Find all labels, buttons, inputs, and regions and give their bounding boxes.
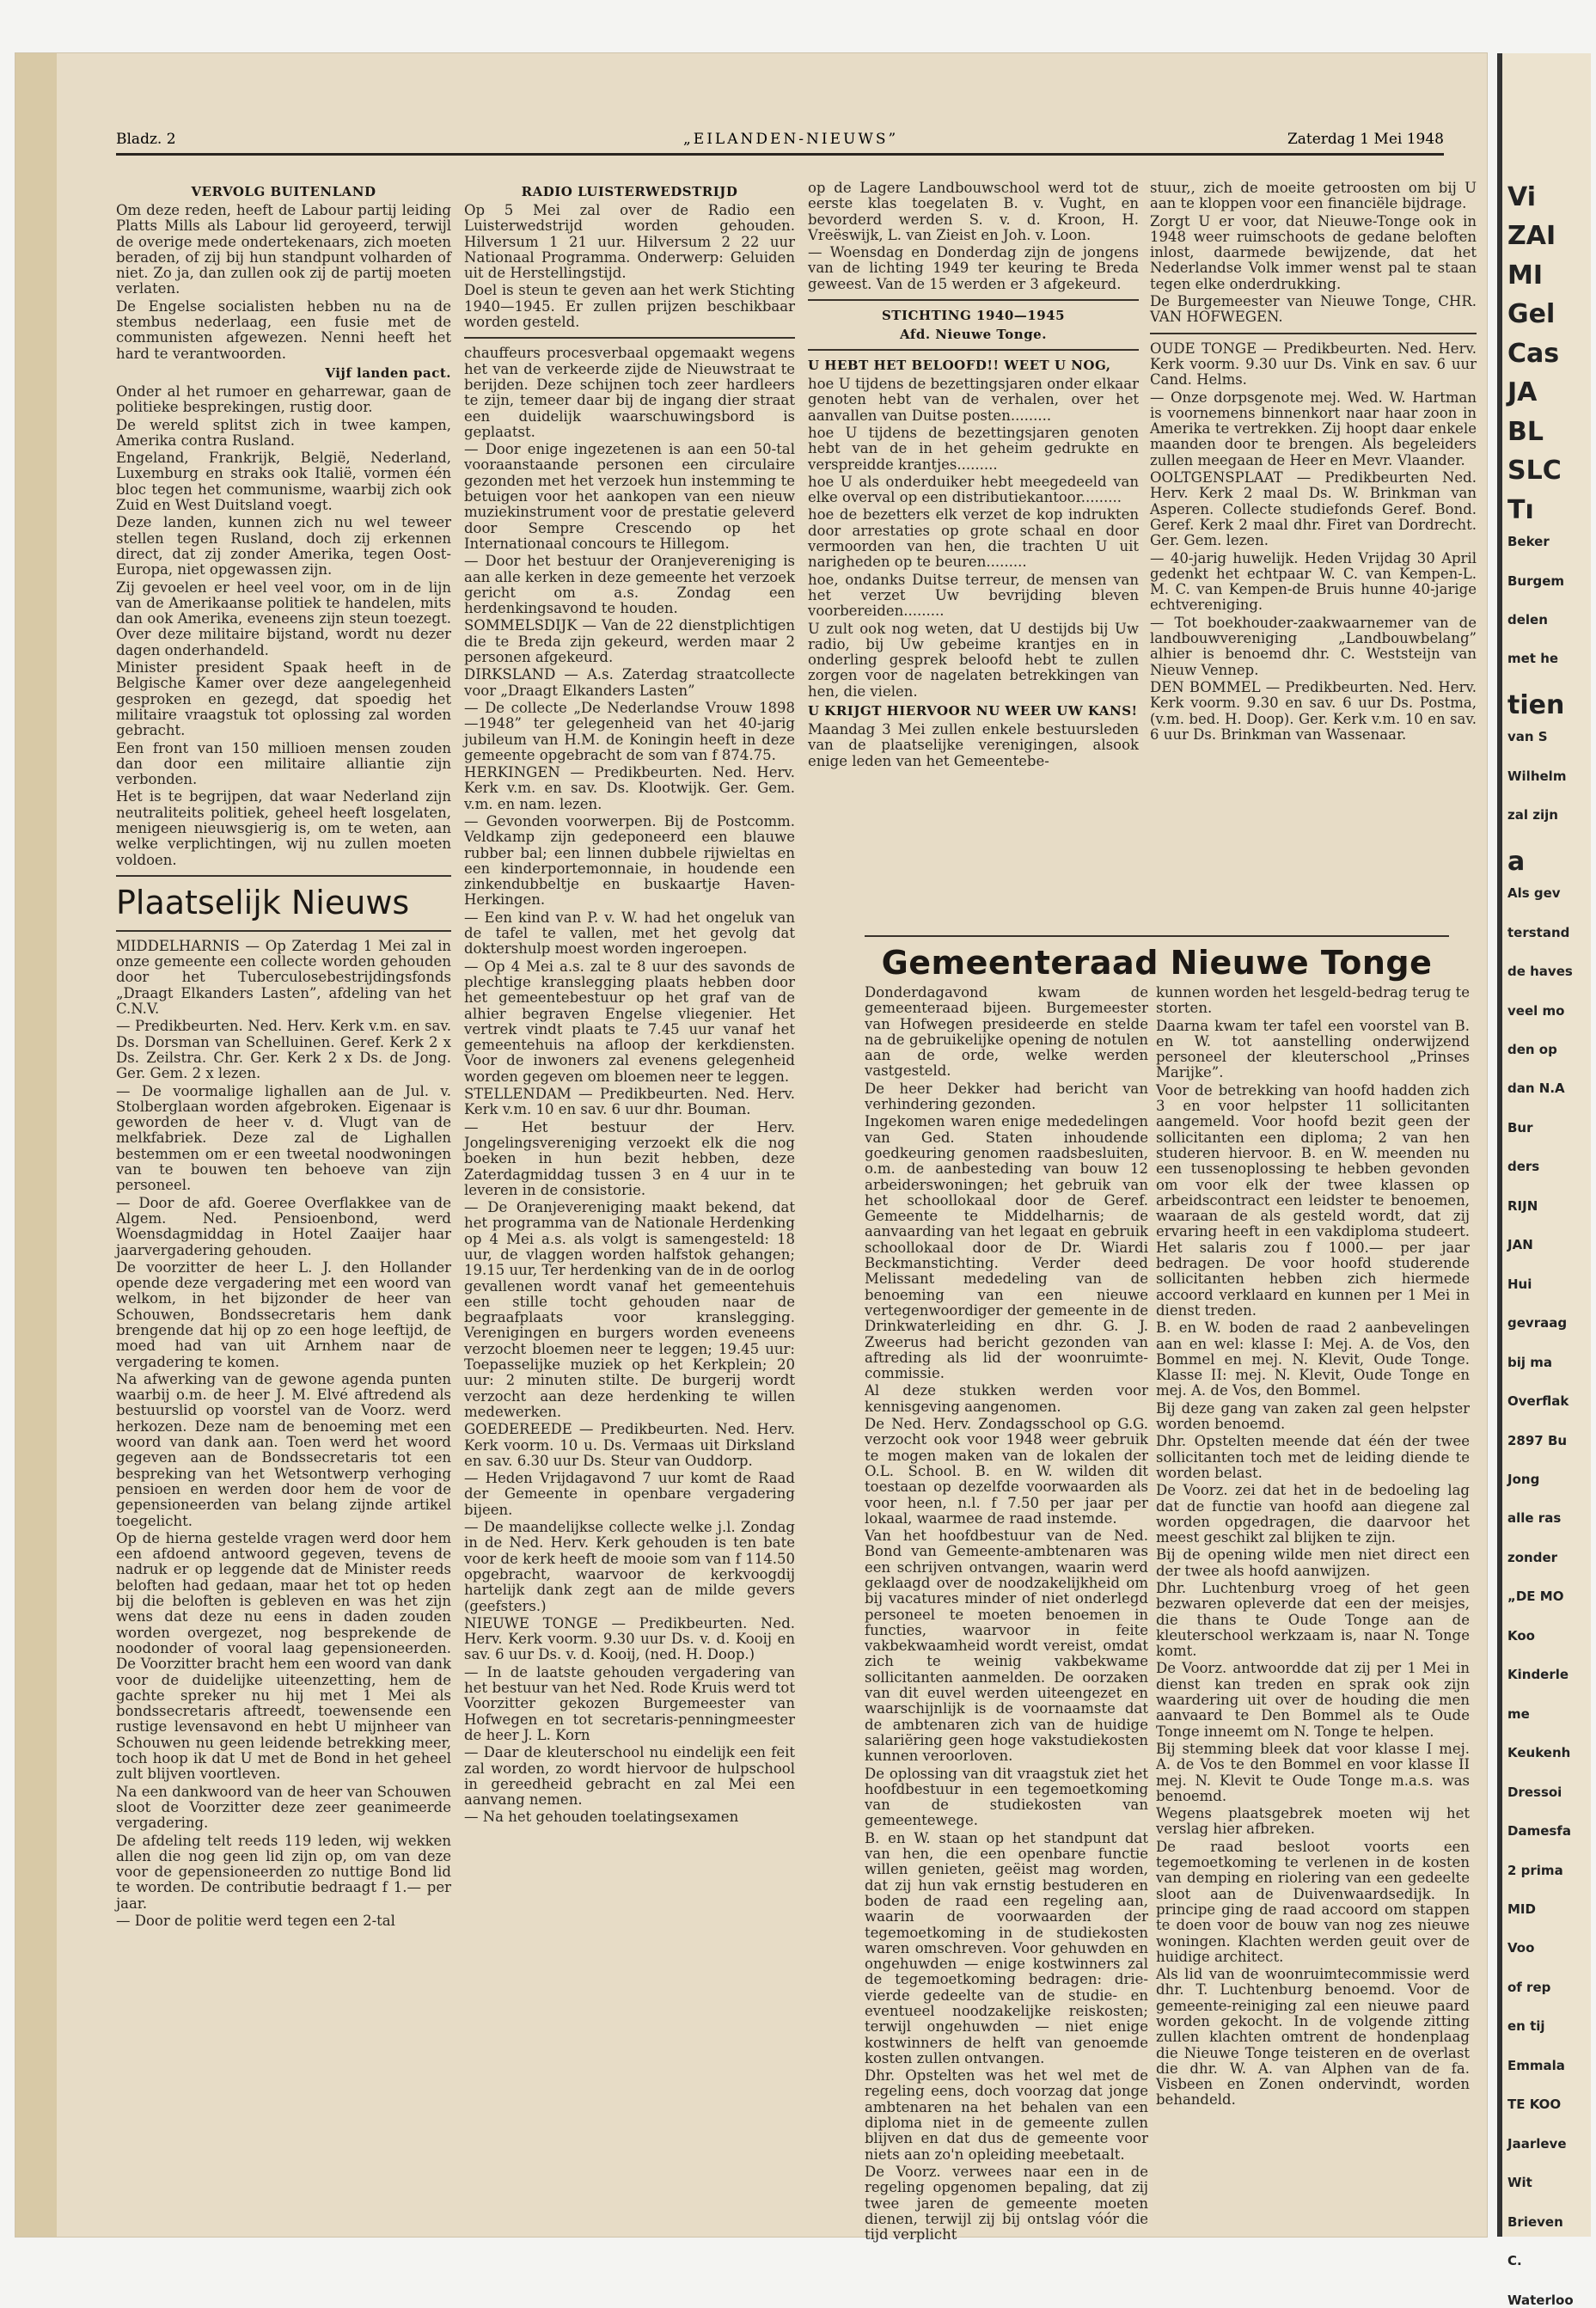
adjacent-page-fragment-text: Vi: [1507, 182, 1536, 212]
adjacent-page-fragment-text: Jaarleve: [1507, 2135, 1567, 2152]
subheading-vijf-landen-pact: Vijf landen pact.: [325, 364, 451, 381]
divider: [464, 337, 795, 339]
paragraph: Na afwerking van de gewone agenda punten waarbij o.m. de heer J. M. Elvé aftredend als bestuurslid op voorstel van de Voorz. werd herkozen. Deze nam de benoeming met een woord van dank aan. Toen werd het woord gegeven aan de Bondssecretaris tot een bespreking van het Wetsontwerp verhoging pensioen en werden door hem de voor de gepensioneerden van belang zijnde artikel toegelicht.: [116, 1370, 451, 1529]
running-header: [116, 129, 1444, 156]
subheading-afdeling: Afd. Nieuwe Tonge.: [900, 327, 1047, 343]
issue-date: Zaterdag 1 Mei 1948: [1287, 131, 1444, 148]
adjacent-page-fragment-text: Voo: [1507, 1940, 1535, 1956]
adjacent-page-fragment-text: MID: [1507, 1901, 1536, 1917]
paragraph: — Na het gehouden toelatingsexamen: [464, 1809, 739, 1826]
paragraph: Engeland, Frankrijk, België, Nederland, Luxemburg en straks ook Italië, vormen één bloc tegen het communisme, waarbij zich ook Zuid en West Duitsland voegt.: [116, 450, 451, 514]
paragraph: U zult ook nog weten, dat U destijds bij Uw radio, bij Uw gebeime krantjes en in onderling gesprek beloofd hebt te zullen zorgen voor de nagelaten betrekkingen van hen, die vielen.: [808, 620, 1139, 700]
adjacent-page-fragment-text: delen: [1507, 612, 1548, 628]
adjacent-page-fragment: [1497, 53, 1591, 2308]
adjacent-page-fragment-text: Koo: [1507, 1627, 1535, 1644]
adjacent-page-fragment-text: Kinderle: [1507, 1667, 1569, 1683]
paragraph: Het is te begrijpen, dat waar Nederland zijn neutraliteits politiek, geheel heeft losgelaten, menigeen nieuwsgierig is, om te weten, aan welke verplichtingen, wij nu zullen moeten voldoen.: [116, 788, 451, 868]
paragraph: Na een dankwoord van de heer van Schouwen sloot de Voorzitter deze zeer geanimeerde vergadering.: [116, 1783, 451, 1832]
column-4: [1150, 181, 1477, 920]
paragraph: Bij stemming bleek dat voor klasse I mej. A. de Vos te den Bommel en voor klasse II mej. N. Klevit te Oude Tonge m.a.s. was benoemd.: [1156, 1740, 1470, 1804]
adjacent-page-fragment-text: BL: [1507, 416, 1544, 447]
adjacent-page-fragment-text: a: [1507, 846, 1526, 877]
paragraph: De voorzitter de heer L. J. den Hollander opende deze vergadering met een woord van welkom, in het bijzonder de heer van Schouwen, Bondssecretaris hem dank brengende dat hij op zo een hoge leeftijd, de moed had van uit Arnhem naar de vergadering te komen.: [116, 1258, 451, 1370]
gemeenteraad-masthead: [865, 935, 1449, 982]
adjacent-page-fragment-text: me: [1507, 1705, 1530, 1722]
paragraph: kunnen worden het lesgeld-bedrag terug te storten.: [1156, 984, 1470, 1017]
adjacent-page-fragment-text: Emmala: [1507, 2057, 1565, 2073]
adjacent-page-fragment-text: RIJN: [1507, 1197, 1538, 1214]
paragraph: Daarna kwam ter tafel een voorstel van B. en W. tot aanstelling onderwijzend personeel der kleuterschool „Prinses Marijke”.: [1156, 1017, 1470, 1081]
adjacent-page-fragment-text: veel mo: [1507, 1002, 1565, 1019]
paragraph: Zij gevoelen er heel veel voor, om in de lijn van de Amerikaanse politiek te handelen, mits dan ook Amerika, eveneens zijn steun toezegt. Over deze militaire bijstand, wordt nu dezer dagen onderhandeld.: [116, 579, 451, 658]
divider: [116, 875, 451, 877]
paragraph: stuur,, zich de moeite getroosten om bij U aan te kloppen voor een financiële bijdrage.: [1150, 180, 1477, 212]
gemeenteraad-title: Gemeenteraad Nieuwe Tonge: [881, 944, 1433, 982]
paragraph: — Woensdag en Donderdag zijn de jongens van de lichting 1949 ter keuring te Breda geweest. Van de 15 werden er 3 afgekeurd.: [808, 244, 1139, 292]
paragraph: Onder al het rumoer en geharrewar, gaan de politieke besprekingen, rustig door.: [116, 383, 451, 416]
paragraph: Om deze reden, heeft de Labour partij leiding Platts Mills als Labour lid geroyeerd, terwijl de overige mede ondertekenaars, zich moeten beraden, of zij bij hun standpunt volharden of niet. Zo ja, dan zullen ook zij de partij moeten verlaten.: [116, 202, 451, 297]
paragraph: Dhr. Opstelten meende dat één der twee sollicitanten toch met de leiding diende te worden belast.: [1156, 1433, 1470, 1481]
paragraph: — Door enige ingezetenen is aan een 50-tal vooraanstaande personen een circulaire gezonden met het verzoek hun instemming te betuigen voor het aankopen van een nieuw muziekinstrument voor de prestatie geleverd door Sempre Crescendo op het Internationaal concours te Hillegom.: [464, 441, 795, 552]
paragraph: Maandag 3 Mei zullen enkele bestuursleden van de plaatselijke verenigingen, alsook enige leden van het Gemeentebe-: [808, 721, 1139, 769]
paragraph: Al deze stukken werden voor kennisgeving aangenomen.: [865, 1382, 1148, 1415]
paragraph: SOMMELSDIJK — Van de 22 dienstplichtigen die te Breda zijn gekeurd, werden maar 2 personen afgekeurd.: [464, 617, 795, 666]
adjacent-page-fragment-text: JA: [1507, 377, 1538, 408]
paragraph: De wereld splitst zich in twee kampen, Amerika contra Rusland.: [116, 416, 451, 449]
paragraph: — Door de afd. Goeree Overflakkee van de Algem. Ned. Pensioenbond, werd Woensdagmiddag in Hotel Zaaijer haar jaarvergadering gehouden.: [116, 1194, 451, 1258]
paragraph: GOEDEREEDE — Predikbeurten. Ned. Herv. Kerk voorm. 10 u. Ds. Vermaas uit Dirksland en sav. 6.30 uur Ds. Steur van Ouddorp.: [464, 1421, 795, 1469]
paragraph: De Burgemeester van Nieuwe Tonge, CHR. VAN HOFWEGEN.: [1150, 293, 1477, 326]
paragraph: NIEUWE TONGE — Predikbeurten. Ned. Herv. Kerk voorm. 9.30 uur Ds. v. d. Kooij en sav. 6 uur Ds. v. d. Kooij, (ned. H. Doop.): [464, 1614, 795, 1663]
adjacent-page-fragment-text: den op: [1507, 1042, 1557, 1057]
paragraph: — De collecte „De Nederlandse Vrouw 1898—1948” ter gelegenheid van het 40-jarig jubileum van H.M. de Koningin heeft in deze gemeente opgebracht de som van f 874.75.: [464, 699, 795, 763]
heading-kans: U KRIJGT HIERVOOR NU WEER UW KANS!: [808, 703, 1138, 719]
adjacent-page-fragment-text: met he: [1507, 651, 1559, 667]
adjacent-page-fragment-text: 2897 Bu: [1507, 1432, 1568, 1448]
paragraph: HERKINGEN — Predikbeurten. Ned. Herv. Kerk v.m. en sav. Ds. Klootwijk. Ger. Gem. v.m. en nam. lezen.: [464, 764, 795, 812]
paragraph: Doel is steun te geven aan het werk Stichting 1940—1945. Er zullen prijzen beschikbaar worden gesteld.: [464, 282, 795, 331]
paragraph: B. en W. boden de raad 2 aanbevelingen aan en wel: klasse I: Mej. A. de Vos, den Bommel en mej. N. Klevit, Oude Tonge. Klasse II: mej. N. Klevit, Oude Tonge en mej. A. de Vos, den Bommel.: [1156, 1319, 1470, 1399]
divider: [808, 349, 1139, 351]
paragraph: De afdeling telt reeds 119 leden, wij wekken allen die nog geen lid zijn op, om van deze voor de gepensioneerden zo nuttige Bond lid te worden. De contributie bedraagt f 1.— per jaar.: [116, 1832, 451, 1912]
paragraph: De raad besloot voorts een tegemoetkoming te verlenen in de kosten van demping en riolering van een gedeelte sloot aan de Duivenwaardsedijk. In principe ging de raad accoord om stappen te doen voor de bouw van nog zes nieuwe woningen. Klachten werden geuit over de huidige architect.: [1156, 1838, 1470, 1965]
adjacent-page-fragment-text: SLC: [1507, 456, 1562, 487]
adjacent-page-fragment-text: de haves: [1507, 964, 1573, 980]
column-3: [808, 181, 1139, 920]
adjacent-page-fragment-text: Cas: [1507, 338, 1560, 369]
paragraph: — Predikbeurten. Ned. Herv. Kerk v.m. en sav. Ds. Dorsman van Schelluinen. Geref. Kerk 2 x Ds. Zeilstra. Chr. Ger. Kerk 2 x Ds. de Jong. Ger. Gem. 2 x lezen.: [116, 1018, 451, 1082]
paragraph: De Voorz. verwees naar een in de regeling opgenomen bepaling, dat zij twee jaren de gemeente moeten dienen, terwijl zij bij ontslag vóór die tijd verplicht: [865, 2163, 1148, 2244]
section-title-plaatselijk-nieuws: Plaatselijk Nieuws: [116, 883, 410, 921]
paragraph: STELLENDAM — Predikbeurten. Ned. Herv. Kerk v.m. 10 en sav. 6 uur dhr. Bouman.: [464, 1086, 795, 1118]
column-1: [116, 181, 451, 2231]
adjacent-page-fragment-text: Burgem: [1507, 572, 1565, 589]
paragraph: Zorgt U er voor, dat Nieuwe-Tonge ook in 1948 weer ruimschoots de gedane beloften inlost, daarmede bewijzende, dat het Nederlandse Volk immer wenst pal te staan tegen elke onderdrukking.: [1150, 212, 1477, 292]
paragraph: MIDDELHARNIS — Op Zaterdag 1 Mei zal in onze gemeente een collecte worden gehouden door het Tuberculosebestrijdingsfonds „Draagt Elkanders Lasten”, afdeling van het C.N.V.: [116, 937, 451, 1018]
adjacent-page-fragment-text: Damesfa: [1507, 1823, 1571, 1840]
paragraph: DIRKSLAND — A.s. Zaterdag straatcollecte voor „Draagt Elkanders Lasten”: [464, 666, 795, 699]
adjacent-page-fragment-text: Dressoi: [1507, 1784, 1562, 1800]
section-heading-buitenland: VERVOLG BUITENLAND: [191, 184, 376, 199]
paragraph: — Daar de kleuterschool nu eindelijk een feit zal worden, zo wordt hiervoor de hulpschool in gereedheid gebracht en zal Mei een aanvang nemen.: [464, 1744, 795, 1809]
page-spine: [15, 53, 57, 2237]
adjacent-page-fragment-text: dan N.A: [1507, 1081, 1565, 1097]
adjacent-page-fragment-text: alle ras: [1507, 1510, 1562, 1527]
adjacent-page-fragment-text: tien: [1507, 689, 1565, 720]
paragraph: hoe de bezetters elk verzet de kop indrukten door arrestaties op grote schaal en door vermoorden van hen, die trachten U uit narigheden op te beuren.........: [808, 506, 1139, 571]
adjacent-page-fragment-text: Gel: [1507, 299, 1556, 330]
paragraph: Donderdagavond kwam de gemeenteraad bijeen. Burgemeester van Hofwegen presideerde en stelde na de gebruikelijke opening de notulen aan de orde, welke werden vastgesteld.: [865, 984, 1148, 1080]
paragraph: hoe, ondanks Duitse terreur, de mensen van het verzet Uw bevrijding bleven voorbereiden.........: [808, 571, 1139, 620]
paragraph: De Voorz. zei dat het in de bedoeling lag dat de functie van hoofd aan diegene zal worden opgedragen, die daarvoor het meest geschikt zal blijken te zijn.: [1156, 1482, 1470, 1546]
paragraph: — Op 4 Mei a.s. zal te 8 uur des savonds de plechtige kranslegging plaats hebben door het gemeentebestuur op het graf van de alhier begraven Engelse vliegenier. Het vertrek vindt plaats te 7.45 uur vanaf het gemeentehuis na afloop der kerkdiensten. Voor de inwoners zal evenens gelegenheid worden gegeven om bloemen neer te leggen.: [464, 958, 795, 1085]
paragraph: — Het bestuur der Herv. Jongelingsvereniging verzoekt elk die nog boeken in hun bezit hebben, deze Zaterdagmiddag tussen 3 en 4 uur in te leveren in de consistorie.: [464, 1118, 795, 1198]
paragraph: Op 5 Mei zal over de Radio een Luisterwedstrijd worden gehouden. Hilversum 1 21 uur. Hilversum 2 22 uur Nationaal Programma. Onderwerp: Geluiden uit de Herstellingstijd.: [464, 202, 795, 282]
paragraph: — De maandelijkse collecte welke j.l. Zondag in de Ned. Herv. Kerk gehouden is ten bate voor de kerk heeft de mooie som van f 114.50 opgebracht, waarvoor de kerkvoogdij hartelijk dank zegt aan de milde gevers (geefsters.): [464, 1519, 795, 1614]
paragraph: De Engelse socialisten hebben nu na de stembus nederlaag, een fusie met de communisten afgewezen. Nenni heeft het hard te verantwoorden.: [116, 297, 451, 362]
paragraph: Als lid van de woonruimtecommissie werd dhr. T. Luchtenburg benoemd. Voor de gemeente-reiniging zal een nieuwe paard worden gekocht. In de volgende zitting zullen klachten omtrent de hondenplaag die Nieuwe Tonge teisteren en de overlast die dhr. W. A. van Alphen van de fa. Visbeen en Zonen ondervindt, worden behandeld.: [1156, 1966, 1470, 2109]
section-heading-stichting: STICHTING 1940—1945: [881, 308, 1066, 324]
divider: [116, 930, 451, 932]
column-2: [464, 181, 795, 2231]
adjacent-page-fragment-text: Jong: [1507, 1472, 1540, 1487]
newspaper-name: „EILANDEN-NIEUWS”: [683, 131, 899, 148]
adjacent-page-fragment-text: Wit: [1507, 2175, 1532, 2191]
paragraph: De Voorz. antwoordde dat zij per 1 Mei in dienst kan treden en sprak ook zijn waardering uit over de houding die men aanvaard te Den Bommel als te Oude Tonge inneemt om N. Tonge te helpen.: [1156, 1660, 1470, 1740]
adjacent-page-fragment-text: van S: [1507, 729, 1548, 745]
adjacent-page-fragment-text: „DE MO: [1507, 1589, 1564, 1605]
section-heading-radio: RADIO LUISTERWEDSTRIJD: [521, 184, 738, 199]
paragraph: B. en W. staan op het standpunt dat van hen, die een openbare functie willen genieten, geëist mag worden, dat zij hun vak ernstig bestuderen en boden de raad een regeling aan, waarin de voorwaarden der tegemoetkoming in de studiekosten waren omschreven. Voor gehuwden en ongehuwden — enige kostwinners zal de tegemoetkoming bedragen: drie-vierde gedeelte van de studie- en eventueel noodzakelijke reiskosten; terwijl ongehuwden — niet enige kostwinners de helft van genoemde kosten zullen ontvangen.: [865, 1829, 1148, 2066]
paragraph: Ingekomen waren enige mededelingen van Ged. Staten inhoudende goedkeuring genomen raadsbesluiten, o.m. de aanbesteding van bouw 12 arbeiderswoningen; het gebruik van het schoollokaal door de Geref. Gemeente te Middelharnis; de aanvaarding van het legaat en gebruik schoollokaal door de Dr. Wiardi Beckmanstichting. Verder deed Melissant mededeling van de benoeming van een nieuwe vertegenwoordiger der gemeente in de Drinkwaterleiding en dhr. G. J. Zweerus had bericht gezonden van aftreding als lid der woonruimte-commissie.: [865, 1113, 1148, 1382]
adjacent-page-fragment-text: Beker: [1507, 534, 1550, 550]
paragraph: — Een kind van P. v. W. had het ongeluk van de tafel te vallen, met het gevolg dat doktershulp moest worden ingeroepen.: [464, 909, 795, 958]
paragraph: De oplossing van dit vraagstuk ziet het hoofdbestuur in een tegemoetkoming van de studiekosten van gemeentewege.: [865, 1765, 1148, 1829]
adjacent-page-fragment-text: MI: [1507, 260, 1544, 291]
adjacent-page-fragment-text: Wilhelm: [1507, 768, 1567, 784]
page-number: Bladz. 2: [116, 131, 176, 148]
paragraph: Minister president Spaak heeft in de Belgische Kamer over deze aangelegenheid gesproken en gezegd, dat spoedig het militaire vraagstuk tot oplossing zal worden gebracht.: [116, 659, 451, 739]
paragraph: Een front van 150 millioen mensen zouden dan door een militaire alliantie zijn verbonden.: [116, 739, 451, 788]
paragraph: — Door de politie werd tegen een 2-tal: [116, 1912, 395, 1929]
gemeenteraad-column-b: [1156, 985, 1470, 2231]
adjacent-page-fragment-text: ZAI: [1507, 221, 1556, 252]
adjacent-page-fragment-text: bij ma: [1507, 1354, 1552, 1370]
paragraph: — De voormalige lighallen aan de Jul. v. Stolberglaan worden afgebroken. Eigenaar is geworden de heer v. d. Vlugt van de melkfabriek. Deze zal de Lighallen bestemmen om er een tweetal noodwoningen van te bouwen ten behoeve van zijn personeel.: [116, 1082, 451, 1194]
paragraph: Bij deze gang van zaken zal geen helpster worden benoemd.: [1156, 1399, 1470, 1433]
paragraph: Wegens plaatsgebrek moeten wij het verslag hier afbreken.: [1156, 1805, 1470, 1838]
adjacent-page-fragment-text: Bur: [1507, 1119, 1533, 1136]
divider: [808, 299, 1139, 301]
heading-beloofd: U HEBT HET BELOOFD!! WEET U NOG,: [808, 358, 1111, 374]
paragraph: Op de hierna gestelde vragen werd door hem een afdoend antwoord gegeven, tevens de nadruk er op leggende dat de Minister reeds beloften had gedaan, maar het tot op heden bij die beloften is gebleven en was het zijn wens dat deze nu eens in daden zouden worden overgezet, nog besprekende de noodonder of vooral laag gepensioneerden. De Voorzitter bracht hem een woord van dank voor de duidelijke uiteenzetting, hem de gachte spreker nu hij met 1 Mei als bondssecretaris aftreedt, toewensende een rustige levensavond en hebt U mijnheer van Schouwen nu geen leidende betrekking meer, toch hoop ik dat U met de Bond in het geheel zult blijven voortleven.: [116, 1529, 451, 1783]
divider: [1150, 333, 1477, 334]
paragraph: — In de laatste gehouden vergadering van het bestuur van het Ned. Rode Kruis werd tot Voorzitter gekozen Burgemeester van Hofwegen en tot secretaris-penningmeester de heer J. L. Korn: [464, 1663, 795, 1743]
paragraph: OOLTGENSPLAAT — Predikbeurten Ned. Herv. Kerk 2 maal Ds. W. Brinkman van Asperen. Collecte studiefonds Geref. Bond. Geref. Kerk 2 maal dhr. Firet van Dordrecht. Ger. Gem. lezen.: [1150, 469, 1477, 549]
adjacent-page-fragment-text: TE KOO: [1507, 2097, 1562, 2113]
adjacent-page-fragment-text: Tı: [1507, 494, 1534, 525]
paragraph: Voor de betrekking van hoofd hadden zich 3 en voor helpster 11 sollicitanten aangemeld. Voor hoofd bezit geen der sollicitanten een diploma; 2 van hen studeren hiervoor. B. en W. meenden nu een tussenoplossing te hebben gevonden om voor elk der twee klassen op arbeidscontract een leidster te benoemen, waaraan de als gesteld wordt, dat zij ervaring heeft in een vakdiploma studeert. Het salaris zou f 1000.— per jaar bedragen. De voor hoofd studerende sollicitanten hebben zich hiermede accoord verklaard en kunnen per 1 Mei in dienst treden.: [1156, 1081, 1470, 1319]
paragraph: — Gevonden voorwerpen. Bij de Postcomm. Veldkamp zijn gedeponeerd een blauwe rubber bal; een linnen dubbele rijwieltas en een kinderportemonnaie, in houdende een zinkendubbeltje en buskaartje Haven-Herkingen.: [464, 812, 795, 909]
paragraph: — Tot boekhouder-zaakwaarnemer van de landbouwvereniging „Landbouwbelang” alhier is benoemd dhr. C. Weststeijn van Nieuw Vennep.: [1150, 614, 1477, 678]
adjacent-page-fragment-text: Brieven: [1507, 2213, 1563, 2230]
adjacent-page-fragment-text: gevraag: [1507, 1315, 1568, 1332]
paragraph: — Onze dorpsgenote mej. Wed. W. Hartman is voornemens binnenkort naar haar zoon in Amerika te vertrekken. Zij hoopt daar enkele maanden door te brengen. Als begeleiders zullen meegaan de Heer en Mevr. Vlaander.: [1150, 389, 1477, 468]
adjacent-page-fragment-text: of rep: [1507, 1979, 1551, 1995]
paragraph: hoe U tijdens de bezettingsjaren genoten hebt van de in het geheim gedrukte en verspreidde krantjes.........: [808, 424, 1139, 473]
adjacent-page-fragment-text: en tij: [1507, 2018, 1545, 2035]
paragraph: DEN BOMMEL — Predikbeurten. Ned. Herv. Kerk voorm. 9.30 en sav. 6 uur Ds. Postma, (v.m. bed. H. Doop). Ger. Kerk v.m. 10 en sav. 6 uur Ds. Brinkman van Wassenaar.: [1150, 678, 1477, 743]
adjacent-page-fragment-text: Keukenh: [1507, 1745, 1571, 1761]
adjacent-page-fragment-text: Hui: [1507, 1276, 1532, 1292]
paragraph: Bij de opening wilde men niet direct een der twee als hoofd aanwijzen.: [1156, 1546, 1470, 1579]
paragraph: hoe U tijdens de bezettingsjaren onder elkaar genoten hebt van de verhalen, over het aanvallen van Duitse posten.........: [808, 376, 1139, 424]
paragraph: Dhr. Opstelten was het wel met de regeling eens, doch voorzag dat jonge ambtenaren na het behalen van een diploma niet in de gemeente zullen blijven en dat dus de gemeente voor niets aan zo'n opleiding meebetaalt.: [865, 2067, 1148, 2163]
paragraph: chauffeurs procesverbaal opgemaakt wegens het van de verkeerde zijde de Nieuwstraat te berijden. Deze schijnen toch zeer hardleers te zijn, temeer daar bij de ingang dier straat een duidelijk waarschuwingsbord is geplaatst.: [464, 345, 795, 440]
adjacent-page-fragment-text: Overflak: [1507, 1393, 1569, 1410]
adjacent-page-fragment-text: zal zijn: [1507, 807, 1558, 823]
adjacent-page-fragment-text: Waterloo: [1507, 2292, 1574, 2308]
adjacent-page-fragment-text: C.: [1507, 2253, 1522, 2269]
paragraph: Dhr. Luchtenburg vroeg of het geen bezwaren opleverde dat een der meisjes, die thans te Oude Tonge aan de kleuterschool werkzaam is, naar N. Tonge komt.: [1156, 1579, 1470, 1660]
paragraph: De Ned. Herv. Zondagsschool op G.G. verzocht ook voor 1948 weer gebruik te mogen maken van de lokalen der O.L. School. B. en W. wilden dit toestaan op dezelfde voorwaarden als voor heen, n.l. f 7.50 per jaar per lokaal, waarmee de raad instemde.: [865, 1416, 1148, 1527]
adjacent-page-fragment-text: 2 prima: [1507, 1862, 1563, 1878]
adjacent-page-fragment-text: terstand: [1507, 924, 1570, 940]
adjacent-page-fragment-text: Als gev: [1507, 885, 1561, 902]
paragraph: Van het hoofdbestuur van de Ned. Bond van Gemeente-ambtenaren was een schrijven ontvangen, waarin werd geklaagd over de noodzakelijkheid om bij vacatures minder of niet onderlegd personeel te moeten benoemen in functies, waarvoor in feite vakbekwaamheid wordt vereist, omdat zich te weinig vakbekwame sollicitanten aanmelden. De oorzaken van dit euvel werden uiteengezet en waarschijnlijk is de voornaamste dat de ambtenaren zich van de huidige salariëring geen hoge vakstudiekosten kunnen veroorloven.: [865, 1527, 1148, 1765]
paragraph: hoe U als onderduiker hebt meegedeeld van elke overval op een distributiekantoor.........: [808, 473, 1139, 506]
paragraph: De heer Dekker had bericht van verhindering gezonden.: [865, 1080, 1148, 1113]
adjacent-page-fragment-text: JAN: [1507, 1237, 1533, 1253]
paragraph: — Door het bestuur der Oranjevereniging is aan alle kerken in deze gemeente het verzoek gericht om a.s. Zondag een herdenkingsavond te houden.: [464, 553, 795, 617]
paragraph: — De Oranjevereniging maakt bekend, dat het programma van de Nationale Herdenking op 4 Mei a.s. als volgt is samengesteld: 18 uur, de vlaggen worden halfstok gehangen; 19.15 uur, Ter herdenking van de in de oorlog gevallenen wordt vanaf het gemeentehuis een stille tocht gehouden naar de begraafplaats voor kranslegging. Verenigingen en burgers worden eveneens verzocht bloemen neer te leggen; 19.45 uur: Toepasselijke muziek op het Kerkplein; 20 uur: 2 minuten stilte. De burgerij wordt verzocht aan deze herdenking te willen medewerken.: [464, 1199, 795, 1420]
adjacent-page-fragment-text: zonder: [1507, 1549, 1558, 1565]
paragraph: — Heden Vrijdagavond 7 uur komt de Raad der Gemeente in openbare vergadering bijeen.: [464, 1470, 795, 1518]
paragraph: — 40-jarig huwelijk. Heden Vrijdag 30 April gedenkt het echtpaar W. C. van Kempen-L. M. C. van Kempen-de Bruis hunne 40-jarige echtvereniging.: [1150, 549, 1477, 614]
adjacent-page-fragment-text: ders: [1507, 1159, 1540, 1175]
gemeenteraad-column-a: [865, 984, 1148, 2244]
paragraph: OUDE TONGE — Predikbeurten. Ned. Herv. Kerk voorm. 9.30 uur Ds. Vink en sav. 6 uur Cand. Helms.: [1150, 340, 1477, 389]
paragraph: op de Lagere Landbouwschool werd tot de eerste klas toegelaten B. v. Vught, en bevorderd werden S. v. d. Kroon, H. Vreëswijk, L. van Zieist en Joh. v. Loon.: [808, 180, 1139, 243]
paragraph: Deze landen, kunnen zich nu wel teweer stellen tegen Rusland, doch zij erkennen direct, dat zij zonder Amerika, tegen Oost-Europa, niet opgewassen zijn.: [116, 514, 451, 579]
